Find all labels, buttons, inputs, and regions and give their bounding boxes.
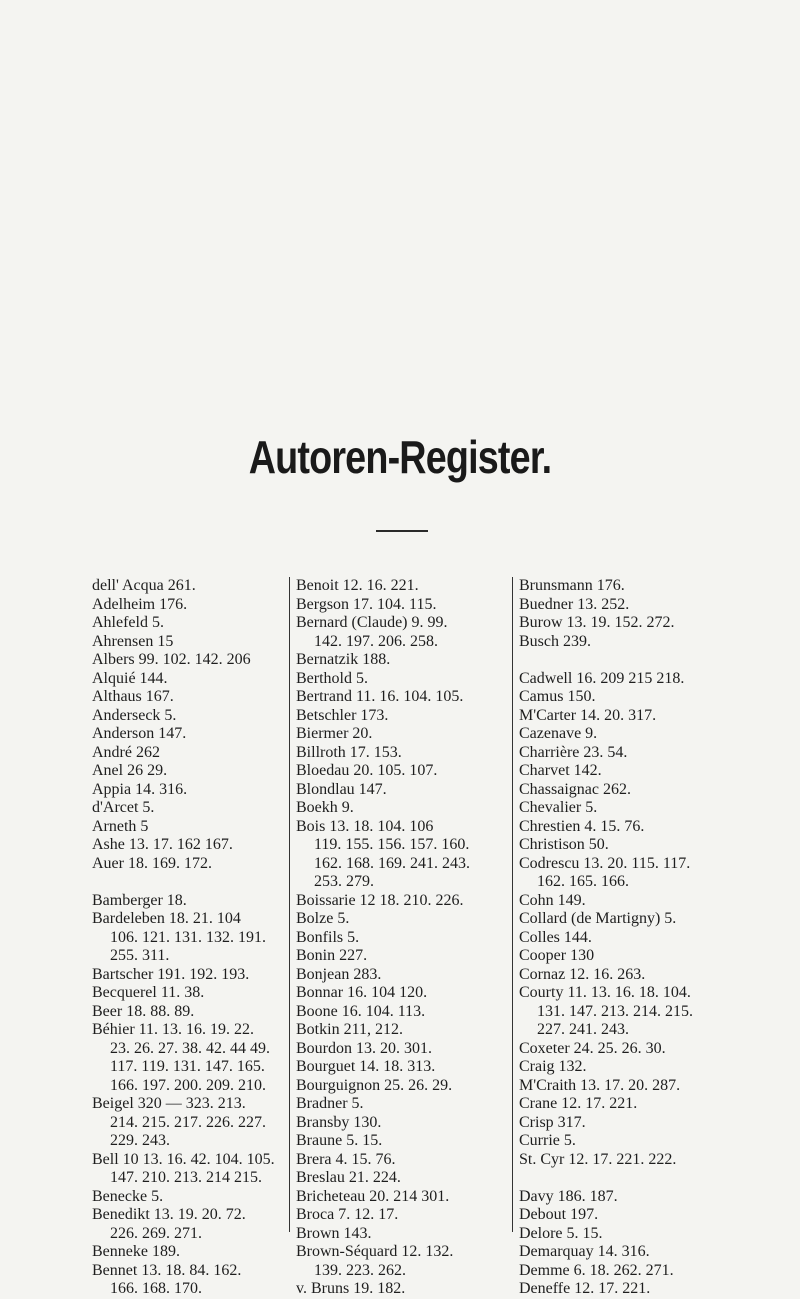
index-entry bbox=[296, 670, 524, 689]
index-entry bbox=[296, 744, 524, 763]
entry-line: Alquié 144. bbox=[92, 669, 168, 687]
index-entry bbox=[519, 1188, 744, 1207]
index-entry bbox=[519, 596, 744, 615]
index-entry bbox=[296, 799, 524, 818]
entry-line: Benedikt 13. 19. 20. 72. bbox=[92, 1206, 246, 1223]
index-entry bbox=[92, 892, 317, 911]
index-entry bbox=[296, 781, 524, 800]
index-entry bbox=[92, 1021, 317, 1095]
entry-line: M'Craith 13. 17. 20. 287. bbox=[519, 1076, 681, 1094]
index-entry bbox=[92, 984, 317, 1003]
entry-line: Bonjean 283. bbox=[296, 965, 382, 983]
index-entry bbox=[296, 651, 524, 670]
entry-line: Burow 13. 19. 152. 272. bbox=[519, 614, 675, 631]
entry-line: Bourdon 13. 20. 301. bbox=[296, 1039, 432, 1057]
entry-line: Collard (de Martigny) 5. bbox=[519, 910, 677, 927]
index-entry bbox=[519, 577, 744, 596]
entry-line: Arneth 5 bbox=[92, 817, 149, 835]
entry-line: Ahlefeld 5. bbox=[92, 614, 164, 631]
index-entry bbox=[519, 1077, 744, 1096]
entry-line: Bourguet 14. 18. 313. bbox=[296, 1058, 436, 1075]
index-entry bbox=[519, 855, 744, 892]
index-entry bbox=[92, 707, 317, 726]
index-entry bbox=[92, 781, 317, 800]
entry-line: Boekh 9. bbox=[296, 799, 354, 816]
entry-line: Busch 239. bbox=[519, 632, 591, 650]
entry-line: Bricheteau 20. 214 301. bbox=[296, 1187, 450, 1205]
entry-line: Brunsmann 176. bbox=[519, 577, 625, 594]
entry-line: Benoit 12. 16. 221. bbox=[296, 577, 419, 594]
entry-line: Beer 18. 88. 89. bbox=[92, 1002, 195, 1020]
entry-line: Coxeter 24. 25. 26. 30. bbox=[519, 1039, 666, 1057]
entry-continuation-line: 229. 243. bbox=[110, 1132, 170, 1149]
entry-line: Bois 13. 18. 104. 106 bbox=[296, 817, 434, 835]
index-entry bbox=[92, 725, 317, 744]
index-entry bbox=[519, 614, 744, 633]
index-entry bbox=[296, 1114, 524, 1133]
index-column-3 bbox=[512, 577, 744, 1297]
letter-section-gap bbox=[519, 1169, 744, 1188]
index-entry bbox=[519, 633, 744, 652]
entry-line: Craig 132. bbox=[519, 1058, 587, 1075]
entry-line: Bolze 5. bbox=[296, 910, 350, 927]
entry-line: Bennet 13. 18. 84. 162. bbox=[92, 1261, 242, 1279]
entry-line: Althaus 167. bbox=[92, 688, 174, 705]
index-entry bbox=[296, 1040, 524, 1059]
entry-continuation-line: 226. 269. 271. bbox=[110, 1224, 202, 1242]
entry-continuation-line: 147. 210. 213. 214 215. bbox=[110, 1169, 262, 1186]
entry-line: Billroth 17. 153. bbox=[296, 743, 402, 761]
entry-continuation-line: 214. 215. 217. 226. 227. bbox=[110, 1113, 266, 1131]
index-entry bbox=[296, 707, 524, 726]
index-entry bbox=[296, 1169, 524, 1188]
index-entry bbox=[296, 725, 524, 744]
index-entry bbox=[92, 836, 317, 855]
entry-line: Cazenave 9. bbox=[519, 725, 598, 742]
entry-line: Deneffe 12. 17. 221. bbox=[519, 1280, 651, 1297]
index-entry bbox=[92, 1095, 317, 1151]
index-entry bbox=[92, 799, 317, 818]
index-entry bbox=[519, 1225, 744, 1244]
entry-continuation-line: 166. 197. 200. 209. 210. bbox=[110, 1076, 266, 1094]
letter-section-gap bbox=[92, 873, 317, 892]
index-entry bbox=[92, 651, 317, 670]
entry-continuation-line: 255. 311. bbox=[110, 947, 170, 964]
index-entry bbox=[519, 910, 744, 929]
index-entry bbox=[296, 762, 524, 781]
entry-line: Davy 186. 187. bbox=[519, 1187, 618, 1205]
index-entry bbox=[92, 910, 317, 966]
index-entry bbox=[519, 707, 744, 726]
index-entry bbox=[519, 818, 744, 837]
entry-line: d'Arcet 5. bbox=[92, 799, 155, 816]
entry-line: Demme 6. 18. 262. 271. bbox=[519, 1261, 674, 1279]
entry-line: St. Cyr 12. 17. 221. 222. bbox=[519, 1150, 677, 1168]
index-entry bbox=[296, 596, 524, 615]
entry-line: Anderson 147. bbox=[92, 725, 187, 742]
entry-line: Botkin 211, 212. bbox=[296, 1021, 403, 1038]
index-entry bbox=[519, 799, 744, 818]
index-entry bbox=[92, 596, 317, 615]
entry-line: Bamberger 18. bbox=[92, 891, 187, 909]
page-title: Autoren-Register. bbox=[248, 431, 552, 483]
entry-line: Bonfils 5. bbox=[296, 928, 360, 946]
index-entry bbox=[519, 744, 744, 763]
index-entry bbox=[296, 1077, 524, 1096]
index-entry bbox=[296, 1188, 524, 1207]
entry-line: Appia 14. 316. bbox=[92, 780, 188, 798]
index-entry bbox=[92, 1243, 317, 1262]
index-entry bbox=[92, 1262, 317, 1299]
entry-line: Charvet 142. bbox=[519, 762, 602, 779]
index-entry bbox=[296, 984, 524, 1003]
entry-continuation-line: 142. 197. 206. 258. bbox=[314, 632, 438, 650]
index-entry bbox=[519, 1040, 744, 1059]
entry-line: M'Carter 14. 20. 317. bbox=[519, 706, 657, 724]
entry-line: Christison 50. bbox=[519, 836, 609, 853]
entry-line: Codrescu 13. 20. 115. 117. bbox=[519, 854, 691, 872]
index-entry bbox=[296, 614, 524, 651]
entry-line: Bergson 17. 104. 115. bbox=[296, 595, 437, 613]
letter-section-gap bbox=[519, 651, 744, 670]
entry-line: Brera 4. 15. 76. bbox=[296, 1150, 396, 1168]
entry-line: Bartscher 191. 192. 193. bbox=[92, 965, 250, 983]
entry-line: Charrière 23. 54. bbox=[519, 743, 628, 761]
entry-line: Crisp 317. bbox=[519, 1113, 586, 1131]
entry-line: Bardeleben 18. 21. 104 bbox=[92, 910, 241, 927]
index-entry bbox=[519, 670, 744, 689]
index-entry bbox=[519, 1151, 744, 1170]
index-column-2 bbox=[289, 577, 524, 1297]
entry-line: Crane 12. 17. 221. bbox=[519, 1095, 638, 1112]
entry-line: Cadwell 16. 209 215 218. bbox=[519, 669, 685, 687]
index-entry bbox=[296, 929, 524, 948]
entry-line: Bransby 130. bbox=[296, 1113, 382, 1131]
index-entry bbox=[519, 1095, 744, 1114]
entry-line: Benecke 5. bbox=[92, 1187, 164, 1205]
entry-line: Breslau 21. 224. bbox=[296, 1169, 401, 1186]
entry-line: Cooper 130 bbox=[519, 947, 595, 964]
entry-line: Bernard (Claude) 9. 99. bbox=[296, 614, 448, 631]
index-entry bbox=[296, 947, 524, 966]
index-entry bbox=[519, 688, 744, 707]
entry-line: Currie 5. bbox=[519, 1132, 576, 1149]
entry-line: dell' Acqua 261. bbox=[92, 577, 196, 594]
entry-line: Berthold 5. bbox=[296, 669, 368, 687]
index-entry bbox=[296, 688, 524, 707]
entry-continuation-line: 106. 121. 131. 132. 191. bbox=[110, 928, 266, 946]
index-entry bbox=[519, 1243, 744, 1262]
index-entry bbox=[92, 1188, 317, 1207]
entry-line: Chassaignac 262. bbox=[519, 780, 631, 798]
entry-continuation-line: 227. 241. 243. bbox=[537, 1021, 629, 1038]
index-entry bbox=[92, 744, 317, 763]
index-entry bbox=[92, 688, 317, 707]
index-entry bbox=[296, 1021, 524, 1040]
entry-line: Chrestien 4. 15. 76. bbox=[519, 817, 645, 835]
index-entry bbox=[296, 577, 524, 596]
index-entry bbox=[519, 892, 744, 911]
entry-line: Cohn 149. bbox=[519, 891, 586, 909]
index-entry bbox=[519, 781, 744, 800]
index-entry bbox=[296, 1206, 524, 1225]
index-entry bbox=[519, 984, 744, 1040]
entry-line: Beigel 320 — 323. 213. bbox=[92, 1095, 246, 1112]
entry-line: Betschler 173. bbox=[296, 706, 389, 724]
entry-line: v. Bruns 19. 182. bbox=[296, 1280, 406, 1297]
entry-line: Bell 10 13. 16. 42. 104. 105. bbox=[92, 1150, 275, 1168]
index-entry bbox=[296, 818, 524, 892]
entry-continuation-line: 119. 155. 156. 157. 160. bbox=[314, 836, 470, 853]
index-entry bbox=[519, 836, 744, 855]
entry-line: Bernatzik 188. bbox=[296, 651, 391, 668]
index-entry bbox=[92, 762, 317, 781]
entry-line: Ahrensen 15 bbox=[92, 632, 174, 650]
index-entry bbox=[519, 725, 744, 744]
entry-line: Bonin 227. bbox=[296, 947, 368, 964]
index-entry bbox=[519, 1058, 744, 1077]
entry-line: Anel 26 29. bbox=[92, 762, 168, 779]
index-entry bbox=[296, 1280, 524, 1299]
index-entry bbox=[92, 577, 317, 596]
entry-line: Brown-Séquard 12. 132. bbox=[296, 1243, 454, 1260]
entry-continuation-line: 253. 279. bbox=[314, 873, 374, 890]
entry-line: Ashe 13. 17. 162 167. bbox=[92, 836, 233, 853]
index-entry bbox=[92, 855, 317, 874]
index-entry bbox=[92, 614, 317, 633]
entry-line: Buedner 13. 252. bbox=[519, 595, 630, 613]
entry-line: Bradner 5. bbox=[296, 1095, 364, 1112]
index-entry bbox=[519, 966, 744, 985]
entry-continuation-line: 131. 147. 213. 214. 215. bbox=[537, 1002, 693, 1020]
entry-line: Boone 16. 104. 113. bbox=[296, 1002, 426, 1020]
index-entry bbox=[519, 762, 744, 781]
index-entry bbox=[296, 966, 524, 985]
entry-continuation-line: 139. 223. 262. bbox=[314, 1261, 406, 1279]
index-entry bbox=[296, 892, 524, 911]
index-entry bbox=[296, 1095, 524, 1114]
index-entry bbox=[519, 1206, 744, 1225]
entry-continuation-line: 23. 26. 27. 38. 42. 44 49. bbox=[110, 1039, 270, 1057]
entry-line: Bourguignon 25. 26. 29. bbox=[296, 1076, 453, 1094]
index-entry bbox=[92, 1003, 317, 1022]
index-entry bbox=[296, 910, 524, 929]
entry-continuation-line: 117. 119. 131. 147. 165. bbox=[110, 1058, 265, 1075]
index-entry bbox=[92, 1151, 317, 1188]
entry-line: Chevalier 5. bbox=[519, 799, 598, 816]
index-entry bbox=[92, 966, 317, 985]
entry-continuation-line: 162. 168. 169. 241. 243. bbox=[314, 854, 470, 872]
index-entry bbox=[92, 633, 317, 652]
index-entry bbox=[519, 1280, 744, 1299]
index-entry bbox=[296, 1132, 524, 1151]
index-entry bbox=[296, 1058, 524, 1077]
entry-line: Auer 18. 169. 172. bbox=[92, 854, 212, 872]
entry-line: Béhier 11. 13. 16. 19. 22. bbox=[92, 1021, 255, 1038]
index-entry bbox=[519, 929, 744, 948]
index-entry bbox=[296, 1151, 524, 1170]
index-entry bbox=[92, 670, 317, 689]
entry-line: Bertrand 11. 16. 104. 105. bbox=[296, 688, 464, 705]
index-entry bbox=[296, 1225, 524, 1244]
entry-line: Biermer 20. bbox=[296, 725, 373, 742]
index-entry bbox=[92, 818, 317, 837]
entry-line: Bloedau 20. 105. 107. bbox=[296, 762, 438, 779]
entry-line: Albers 99. 102. 142. 206 bbox=[92, 651, 251, 668]
entry-line: Becquerel 11. 38. bbox=[92, 984, 205, 1001]
entry-line: Demarquay 14. 316. bbox=[519, 1243, 650, 1260]
entry-continuation-line: 162. 165. 166. bbox=[537, 873, 629, 890]
index-entry bbox=[296, 1003, 524, 1022]
entry-continuation-line: 166. 168. 170. bbox=[110, 1280, 202, 1297]
entry-line: Debout 197. bbox=[519, 1206, 599, 1223]
entry-line: Colles 144. bbox=[519, 928, 592, 946]
index-column-1 bbox=[92, 577, 317, 1299]
entry-line: Braune 5. 15. bbox=[296, 1132, 383, 1149]
entry-line: Anderseck 5. bbox=[92, 706, 177, 724]
entry-line: Camus 150. bbox=[519, 688, 596, 705]
entry-line: Cornaz 12. 16. 263. bbox=[519, 965, 646, 983]
entry-line: Brown 143. bbox=[296, 1224, 372, 1242]
entry-line: Courty 11. 13. 16. 18. 104. bbox=[519, 984, 691, 1001]
entry-line: Broca 7. 12. 17. bbox=[296, 1206, 399, 1223]
index-entry bbox=[519, 947, 744, 966]
index-entry bbox=[92, 1206, 317, 1243]
entry-line: Blondlau 147. bbox=[296, 780, 387, 798]
title-rule bbox=[376, 530, 428, 532]
index-entry bbox=[519, 1132, 744, 1151]
entry-line: André 262 bbox=[92, 743, 160, 761]
entry-line: Benneke 189. bbox=[92, 1243, 180, 1260]
entry-line: Bonnar 16. 104 120. bbox=[296, 984, 428, 1001]
entry-line: Boissarie 12 18. 210. 226. bbox=[296, 891, 464, 909]
index-entry bbox=[519, 1114, 744, 1133]
index-entry bbox=[519, 1262, 744, 1281]
entry-line: Adelheim 176. bbox=[92, 595, 188, 613]
entry-line: Delore 5. 15. bbox=[519, 1224, 603, 1242]
